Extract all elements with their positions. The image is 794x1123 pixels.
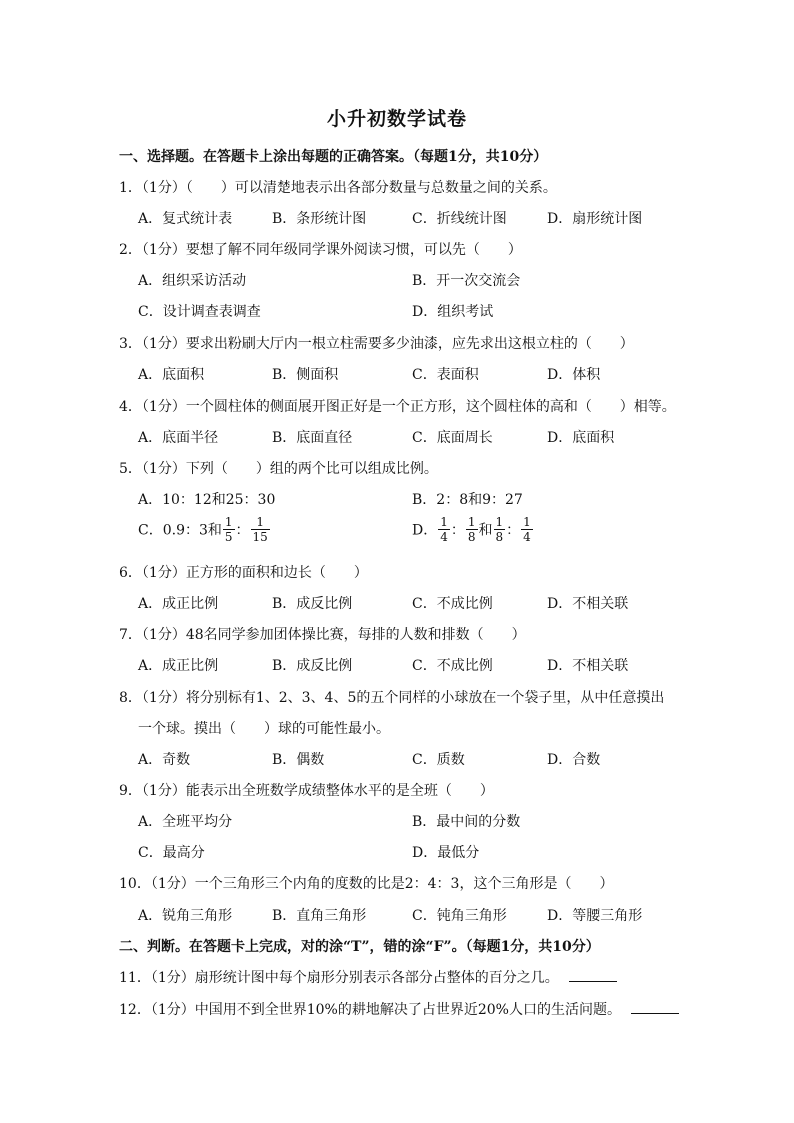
q8-option-b[interactable]: B．偶数 [272, 752, 325, 768]
q8-option-a[interactable]: A．奇数 [138, 752, 191, 768]
q9-option-a[interactable]: A．全班平均分 [138, 814, 233, 830]
q3-option-c[interactable]: C．表面积 [412, 367, 479, 383]
q5-option-d[interactable]: D． $\frac{1}{4}$ ： $\frac{1}{8}$ 和 $\frac{1}{8}$ ： $\frac{1}{4}$ [412, 515, 531, 544]
question-8: 8．（1分）将分别标有1、2、3、4、5的五个同样的小球放在一个袋子里，从中任意摸出 [119, 690, 665, 706]
question-8-line-2: 一个球。摸出（ ）球的可能性最小。 [138, 721, 390, 737]
q10-option-b[interactable]: B．直角三角形 [272, 908, 367, 924]
judgment-11 [119, 967, 617, 987]
q8-option-c[interactable]: C．质数 [412, 752, 465, 768]
q1-option-b[interactable]: B．条形统计图 [272, 211, 367, 227]
q1-option-c[interactable]: C．折线统计图 [412, 211, 507, 227]
page-title: 小升初数学试卷 [326, 108, 467, 130]
q10-option-d[interactable]: D．等腰三角形 [547, 908, 643, 924]
question-6: 6．（1分）正方形的面积和边长（ ） [119, 565, 368, 581]
q2-option-d[interactable]: D．组织考试 [412, 304, 494, 320]
q10-option-a[interactable]: A．锐角三角形 [138, 908, 233, 924]
fraction: $\frac{1}{5}$ [224, 515, 233, 544]
q5-option-c[interactable]: C．0.9：3和 $\frac{1}{5}$ ： $\frac{1}{15}$ [138, 515, 268, 544]
q3-option-d[interactable]: D．体积 [547, 367, 601, 383]
q4-option-c[interactable]: C．底面周长 [412, 430, 493, 446]
q4-option-d[interactable]: D．底面积 [547, 430, 615, 446]
judgment-12 [119, 999, 679, 1019]
fraction: $\frac{1}{4}$ [440, 515, 448, 544]
q7-option-a[interactable]: A．成正比例 [138, 658, 219, 674]
q2-option-c[interactable]: C．设计调查表调查 [138, 304, 261, 320]
section-1-heading: 一、选择题。在答题卡上涂出每题的正确答案。（每题1分，共10分） [119, 149, 548, 165]
answer-blank[interactable] [569, 967, 617, 982]
question-4: 4．（1分）一个圆柱体的侧面展开图正好是一个正方形，这个圆柱体的高和（ ）相等。 [119, 399, 676, 415]
question-3: 3．（1分）要求出粉刷大厅内一根立柱需要多少油漆，应先求出这根立柱的（ ） [119, 336, 634, 352]
q4-option-b[interactable]: B．底面直径 [272, 430, 353, 446]
q5-d-prefix: D． [412, 522, 438, 539]
q9-option-d[interactable]: D．最低分 [412, 845, 480, 861]
question-2: 2．（1分）要想了解不同年级同学课外阅读习惯，可以先（ ） [119, 242, 522, 258]
section-2-heading: 二、判断。在答题卡上完成，对的涂“T”，错的涂“F”。（每题1分，共10分） [119, 939, 600, 955]
judgment-12-text: 12．（1分）中国用不到全世界10%的耕地解决了占世界近20%人口的生活问题。 [119, 1002, 621, 1018]
q5-option-a[interactable]: A．10：12和25：30 [138, 492, 276, 508]
q3-option-b[interactable]: B．侧面积 [272, 367, 339, 383]
fraction: $\frac{1}{4}$ [523, 515, 531, 544]
q2-option-b[interactable]: B．开一次交流会 [412, 273, 521, 289]
q1-option-d[interactable]: D．扇形统计图 [547, 211, 643, 227]
judgment-11-text: 11．（1分）扇形统计图中每个扇形分别表示各部分占整体的百分之几。 [119, 970, 559, 986]
question-5: 5．（1分）下列（ ）组的两个比可以组成比例。 [119, 461, 438, 477]
answer-blank[interactable] [631, 999, 679, 1014]
question-10: 10．（1分）一个三角形三个内角的度数的比是2：4：3，这个三角形是（ ） [119, 876, 614, 892]
q8-option-d[interactable]: D．合数 [547, 752, 601, 768]
fraction: $\frac{1}{8}$ [495, 515, 504, 544]
q2-option-a[interactable]: A．组织采访活动 [138, 273, 247, 289]
q3-option-a[interactable]: A．底面积 [138, 367, 205, 383]
q6-option-c[interactable]: C．不成比例 [412, 596, 493, 612]
q9-option-b[interactable]: B．最中间的分数 [412, 814, 521, 830]
question-7: 7．（1分）48名同学参加团体操比赛，每排的人数和排数（ ） [119, 627, 526, 643]
q5-option-b[interactable]: B．2：8和9：27 [412, 492, 523, 508]
q9-option-c[interactable]: C．最高分 [138, 845, 205, 861]
q6-option-d[interactable]: D．不相关联 [547, 596, 629, 612]
question-9: 9．（1分）能表示出全班数学成绩整体水平的是全班（ ） [119, 783, 494, 799]
question-1: 1．（1分）（ ）可以清楚地表示出各部分数量与总数量之间的关系。 [119, 180, 557, 196]
q1-option-a[interactable]: A．复式统计表 [138, 211, 233, 227]
q10-option-c[interactable]: C．钝角三角形 [412, 908, 507, 924]
q6-option-b[interactable]: B．成反比例 [272, 596, 353, 612]
q6-option-a[interactable]: A．成正比例 [138, 596, 219, 612]
q7-option-d[interactable]: D．不相关联 [547, 658, 629, 674]
q4-option-a[interactable]: A．底面半径 [138, 430, 219, 446]
fraction: $\frac{1}{15}$ [252, 515, 268, 544]
q7-option-c[interactable]: C．不成比例 [412, 658, 493, 674]
q7-option-b[interactable]: B．成反比例 [272, 658, 353, 674]
q5-c-prefix: C．0.9：3和 [138, 522, 222, 539]
fraction: $\frac{1}{8}$ [467, 515, 476, 544]
